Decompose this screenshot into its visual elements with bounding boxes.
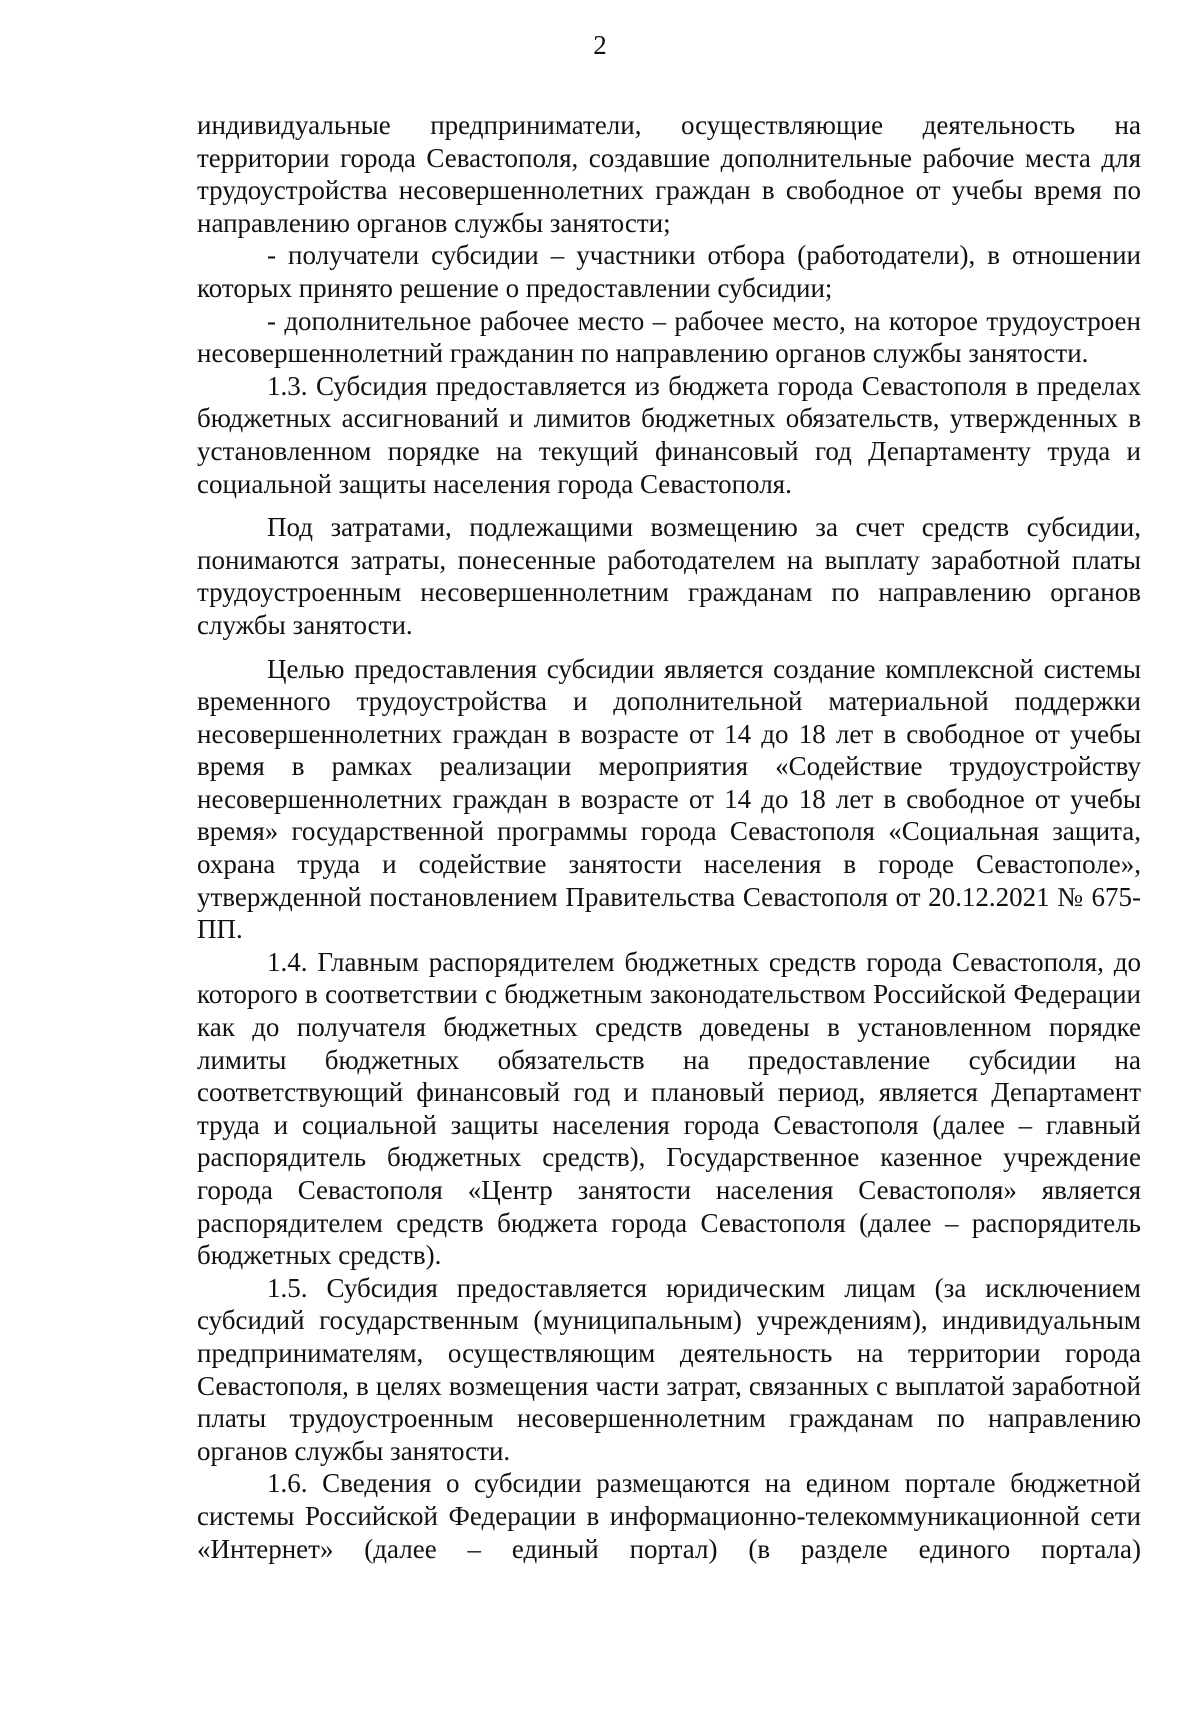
paragraph-1-5: 1.5. Субсидия предоставляется юридическим лицам (за исключением субсидий государственным (муниципальным) учреждениям), индивидуальным предпринимателям, осуществляющим деятельность на территории города Севастополя, в целях возмещения части затрат, связанных с выплатой заработной платы трудоустроенным несовершеннолетним гражданам по направлению органов службы занятости.: [197, 1272, 1141, 1466]
paragraph-1-6: 1.6. Сведения о субсидии размещаются на едином портале бюджетной системы Российской Федерации в информационно-телекоммуникационной сети «Интернет» (далее – единый портал) (в разделе единого портала): [197, 1468, 1141, 1564]
paragraph-1-3: 1.3. Субсидия предоставляется из бюджета города Севастополя в пределах бюджетных ассигнований и лимитов бюджетных обязательств, утвержденных в установленном порядке на текущий финансовый год Департаменту труда и социальной защиты населения города Севастополя.: [197, 370, 1141, 499]
paragraph-1-4: 1.4. Главным распорядителем бюджетных средств города Севастополя, до которого в соответствии с бюджетным законодательством Российской Федерации как до получателя бюджетных средств доведены в установленном порядке лимиты бюджетных обязательств на предоставление субсидии на соответствующий финансовый год и плановый период, является Департамент труда и социальной защиты населения города Севастополя (далее – главный распорядитель бюджетных средств), Государственное казенное учреждение города Севастополя «Центр занятости населения Севастополя» является распорядителем средств бюджета города Севастополя (далее – распорядитель бюджетных средств).: [197, 946, 1141, 1271]
document-body: [197, 109, 1141, 1565]
page-number: 2: [593, 30, 607, 60]
paragraph-purpose: Целью предоставления субсидии является создание комплексной системы временного трудоустройства и дополнительной материальной поддержки несовершеннолетних граждан в возрасте от 14 до 18 лет в свободное от учебы время в рамках реализации мероприятия «Содействие трудоустройству несовершеннолетних граждан в возрасте от 14 до 18 лет в свободное от учебы время» государственной программы города Севастополя «Социальная защита, охрана труда и содействие занятости населения в городе Севастополе», утвержденной постановлением Правительства Севастополя от 20.12.2021 № 675-ПП.: [197, 653, 1141, 945]
paragraph-expenses: Под затратами, подлежащими возмещению за счет средств субсидии, понимаются затраты, понесенные работодателем на выплату заработной платы трудоустроенным несовершеннолетним гражданам по направлению органов службы занятости.: [197, 512, 1141, 640]
paragraph-individual-entrepreneurs: индивидуальные предприниматели, осуществляющие деятельность на территории города Севастополя, создавшие дополнительные рабочие места для трудоустройства несовершеннолетних граждан в свободное от учебы время по направлению органов службы занятости;: [197, 110, 1141, 238]
paragraph-subsidy-recipients: - получатели субсидии – участники отбора (работодатели), в отношении которых принято решение о предоставлении субсидии;: [197, 240, 1141, 303]
paragraph-additional-workplace: - дополнительное рабочее место – рабочее место, на которое трудоустроен несовершеннолетний гражданин по направлению органов службы занятости.: [197, 305, 1141, 369]
